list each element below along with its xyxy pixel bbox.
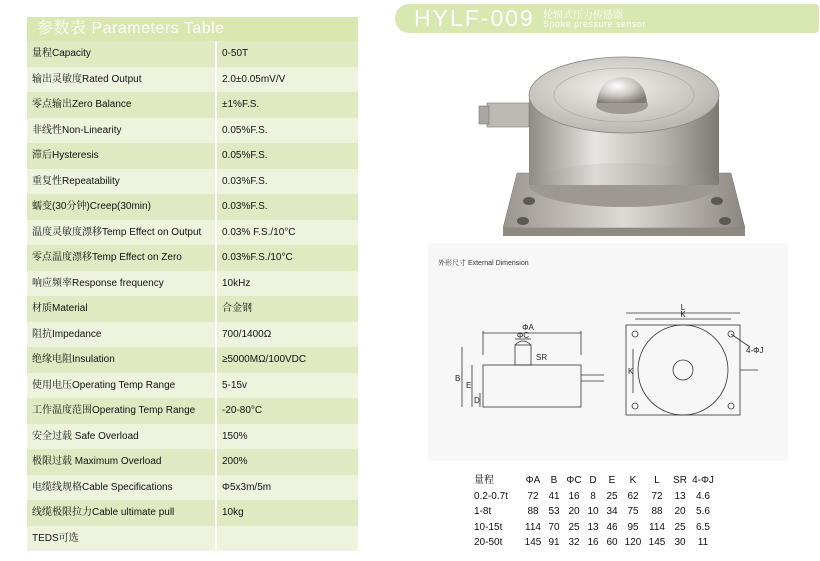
parameter-label: 阻抗Impedance — [27, 322, 217, 348]
parameter-label: 线缆极限拉力Cable ultimate pull — [27, 500, 217, 526]
dimension-cell: 13 — [587, 521, 599, 533]
label-k-side: K — [628, 367, 634, 376]
dimension-cell: 25 — [568, 521, 580, 533]
dimension-cell: 60 — [606, 537, 618, 548]
mount-hole — [719, 217, 731, 225]
parameter-row — [27, 143, 358, 169]
dimension-table-rows — [474, 489, 716, 551]
parameter-value: ±1%F.S. — [217, 92, 358, 118]
parameter-row — [27, 347, 358, 373]
dimension-cell: 16 — [568, 490, 580, 502]
dimension-row — [474, 489, 716, 505]
parameter-value: 150% — [217, 424, 358, 450]
parameter-value: 700/1400Ω — [217, 322, 358, 348]
parameter-row — [27, 526, 358, 552]
dimension-cell: 20 — [568, 506, 580, 517]
parameter-row — [27, 424, 358, 450]
parameter-row — [27, 41, 358, 67]
parameter-row — [27, 322, 358, 348]
dimension-cell: 88 — [527, 506, 539, 517]
dimension-table — [474, 473, 716, 551]
top-view-base — [626, 325, 740, 415]
parameter-value: 0-50T — [217, 41, 358, 67]
dimension-cell: 46 — [606, 521, 618, 533]
dimension-cell: 145 — [524, 537, 542, 548]
dimension-cell: 114 — [649, 521, 665, 533]
dimension-cell: 91 — [548, 537, 560, 548]
dimension-cell: 6.5 — [696, 521, 710, 533]
product-photo — [469, 33, 765, 243]
parameter-value: 0.05%F.S. — [217, 143, 358, 169]
dimension-cell: 16 — [587, 537, 599, 548]
dimension-cell: 13 — [674, 490, 686, 502]
dimension-cell: 0.2-0.7t — [474, 490, 508, 502]
product-banner — [395, 4, 819, 33]
dimension-cell: 88 — [651, 506, 663, 517]
top-view-body — [638, 325, 728, 415]
parameter-row — [27, 296, 358, 322]
parameter-label: 材质Material — [27, 296, 217, 322]
parameter-row — [27, 169, 358, 195]
side-view-boss — [515, 345, 531, 365]
parameter-label: 蠕变(30分钟)Creep(30min) — [27, 194, 217, 220]
parameter-label: 电缆线规格Cable Specifications — [27, 475, 217, 501]
parameter-label: TEDS可选 — [27, 526, 217, 552]
parameter-row — [27, 271, 358, 297]
mount-hole — [523, 197, 535, 205]
parameter-row — [27, 220, 358, 246]
dimension-header-cell: L — [654, 475, 660, 486]
parameter-value: ≥5000MΩ/100VDC — [217, 347, 358, 373]
parameter-row — [27, 449, 358, 475]
dimension-cell: 10-15t — [474, 521, 503, 533]
dimension-row — [474, 504, 716, 520]
parameter-label: 温度灵敏度漂移Temp Effect on Output — [27, 220, 217, 246]
parameter-label: 非线性Non-Linearity — [27, 118, 217, 144]
parameter-value — [217, 526, 358, 552]
parameter-row — [27, 245, 358, 271]
product-name-en: Spoke pressure sensor — [543, 19, 647, 29]
parameter-value: 10kHz — [217, 271, 358, 297]
dimension-table-header — [474, 473, 716, 489]
dimension-cell: 53 — [548, 506, 560, 517]
dimension-cell: 62 — [627, 490, 639, 502]
dimension-cell: 72 — [651, 490, 663, 502]
dimension-drawing-lines — [428, 243, 788, 461]
dimension-cell: 41 — [548, 490, 560, 502]
dimension-header-cell: B — [550, 475, 558, 486]
dimension-cell: 20-50t — [474, 537, 503, 548]
mount-hole — [517, 217, 529, 225]
label-phi-a: ΦA — [522, 323, 534, 332]
base-plate-edge — [503, 228, 745, 236]
parameter-value: 2.0±0.05mV/V — [217, 67, 358, 93]
dimension-drawing — [428, 243, 788, 461]
parameter-label: 输出灵敏度Rated Output — [27, 67, 217, 93]
top-view-boss — [673, 360, 693, 380]
dimension-cell: 75 — [627, 506, 639, 517]
dimension-cell: 10 — [587, 506, 599, 517]
external-dimension-title: 外形尺寸 External Dimension — [438, 260, 529, 267]
dimension-cell: 11 — [697, 537, 709, 548]
parameter-label: 使用电压Operating Temp Range — [27, 373, 217, 399]
dimension-cell: 145 — [648, 537, 666, 548]
parameter-value: 0.05%F.S. — [217, 118, 358, 144]
label-4-phi-j: 4-ΦJ — [746, 346, 764, 355]
parameter-value: 200% — [217, 449, 358, 475]
parameter-value: 0.03%F.S. — [217, 194, 358, 220]
parameter-value: -20-80°C — [217, 398, 358, 424]
parameter-row — [27, 118, 358, 144]
parameter-label: 重复性Repeatability — [27, 169, 217, 195]
label-d: D — [474, 396, 480, 405]
parameter-label: 量程Capacity — [27, 41, 217, 67]
label-b: B — [455, 374, 461, 383]
dimension-header-cell: 4-ΦJ — [692, 475, 714, 486]
parameter-label: 零点温度漂移Temp Effect on Zero — [27, 245, 217, 271]
parameter-value: 0.03% F.S./10°C — [217, 220, 358, 246]
parameter-label: 滞后Hysteresis — [27, 143, 217, 169]
parameters-table-title: 参数表 Parameters Table — [27, 17, 358, 41]
parameter-value: 10kg — [217, 500, 358, 526]
parameter-value: Φ5x3m/5m — [217, 475, 358, 501]
label-phi-c: ΦC — [516, 331, 530, 340]
dimension-cell: 30 — [674, 537, 686, 548]
parameter-row — [27, 398, 358, 424]
parameter-row — [27, 475, 358, 501]
parameter-row — [27, 194, 358, 220]
dimension-cell: 20 — [674, 506, 686, 517]
parameter-label: 安全过载 Safe Overload — [27, 424, 217, 450]
label-sr: SR — [536, 353, 548, 362]
dimension-header-cell: K — [629, 475, 637, 486]
dimension-header-cell: SR — [673, 475, 687, 486]
product-name-cn: 轮辐式压力传感器 — [543, 10, 623, 21]
parameter-row — [27, 67, 358, 93]
dimension-cell: 72 — [527, 490, 539, 502]
side-view-body — [483, 365, 581, 407]
dimension-header-cell: 量程 — [474, 475, 494, 486]
parameter-value: 0.03%F.S./10°C — [217, 245, 358, 271]
label-e: E — [466, 381, 472, 390]
parameter-value: 5-15v — [217, 373, 358, 399]
dimension-header-cell: ΦC — [566, 475, 582, 486]
dimension-cell: 25 — [606, 490, 618, 502]
parameter-row — [27, 92, 358, 118]
dimension-cell: 8 — [590, 490, 596, 502]
parameter-label: 绝缘电阻Insulation — [27, 347, 217, 373]
dimension-cell: 114 — [525, 521, 541, 533]
dimension-cell: 120 — [624, 537, 642, 548]
parameter-row — [27, 373, 358, 399]
dimension-cell: 70 — [548, 521, 560, 533]
cable-gland — [487, 103, 529, 127]
parameter-label: 零点输出Zero Balance — [27, 92, 217, 118]
parameter-value: 合金钢 — [217, 296, 358, 322]
label-l: L — [680, 303, 686, 312]
parameter-row — [27, 500, 358, 526]
parameter-label: 极限过载 Maximum Overload — [27, 449, 217, 475]
parameter-label: 工作温度范围Operating Temp Range — [27, 398, 217, 424]
parameter-value: 0.03%F.S. — [217, 169, 358, 195]
parameter-label: 响应频率Response frequency — [27, 271, 217, 297]
parameters-table — [27, 17, 358, 551]
dimension-cell: 25 — [674, 521, 686, 533]
dimension-cell: 1-8t — [474, 506, 492, 517]
dimension-cell: 4.6 — [696, 490, 710, 502]
label-k: K — [680, 310, 686, 319]
dimension-row — [474, 535, 716, 551]
mount-hole — [711, 197, 723, 205]
dimension-cell: 34 — [606, 506, 618, 517]
dimension-cell: 5.6 — [696, 506, 710, 517]
dimension-row — [474, 520, 716, 536]
dimension-header-cell: ΦA — [525, 475, 541, 486]
dimension-header-cell: D — [589, 475, 597, 486]
product-model: HYLF-009 — [414, 5, 535, 31]
dimension-header-cell: E — [608, 475, 616, 486]
parameters-rows — [27, 41, 358, 551]
dimension-cell: 32 — [568, 537, 580, 548]
dimension-cell: 95 — [627, 521, 639, 533]
